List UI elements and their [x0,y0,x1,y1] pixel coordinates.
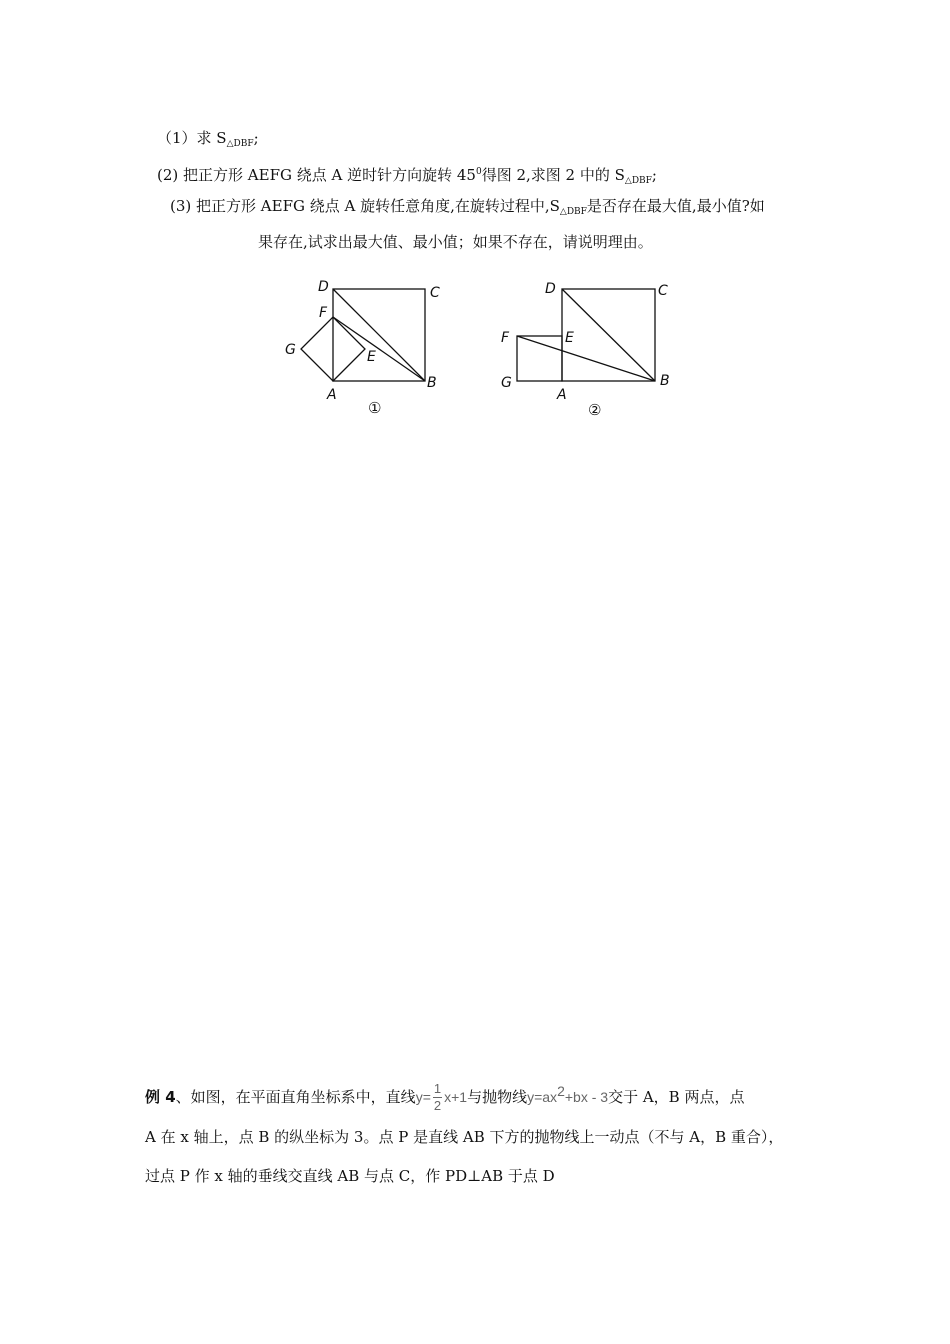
example-4-line-2: A 在 x 轴上，点 B 的纵坐标为 3。点 P 是直线 AB 下方的抛物线上一动点（不与 A，B 重合）， [145,1128,784,1146]
caption-2: ② [588,401,602,419]
label-a: A [327,387,337,403]
label-d: D [318,279,329,295]
label-b: B [427,375,437,391]
fraction-one-half: $\frac{1}{2}$ [433,1080,442,1113]
question-1: （1）求 $S_{\triangle DBF}$; [157,129,259,149]
label-c: C [658,283,668,299]
question-3-continued: 果存在,试求出最大值、最小值；如果不存在，请说明理由。 [258,233,653,251]
example-4-line-3: 过点 P 作 x 轴的垂线交直线 AB 与点 C，作 PD⊥AB 于点 D [145,1167,555,1185]
caption-1: ① [368,399,382,417]
label-c: C [430,285,440,301]
example-4-line-1: 例 4、如图，在平面直角坐标系中，直线y= $\frac{1}{2}$ x+1与抛物线y=ax2+bx - 3交于 A，B 两点，点 [145,1080,745,1113]
label-b: B [660,373,670,389]
label-d: D [545,281,556,297]
example-4-label: 例 4 [145,1088,176,1106]
figure-2 [495,275,685,425]
question-2: (2) 把正方形 AEFG 绕点 A 逆时针方向旋转 $45^0$得图 2,求图 2 中的 $S_{\triangle DBF}$; [157,166,657,186]
label-f: F [501,330,510,346]
segment-fb [517,336,655,381]
label-e: E [367,349,376,365]
segment-fb [333,317,425,381]
figure-1 [280,275,450,425]
label-e: E [565,330,574,346]
label-f: F [319,305,328,321]
label-g: G [285,342,296,358]
segment-db [562,289,655,381]
question-3: (3) 把正方形 AEFG 绕点 A 旋转任意角度,在旋转过程中$,S_{\triangle DBF}$是否存在最大值,最小值?如 [170,197,765,217]
label-a: A [557,387,567,403]
label-g: G [501,375,512,391]
